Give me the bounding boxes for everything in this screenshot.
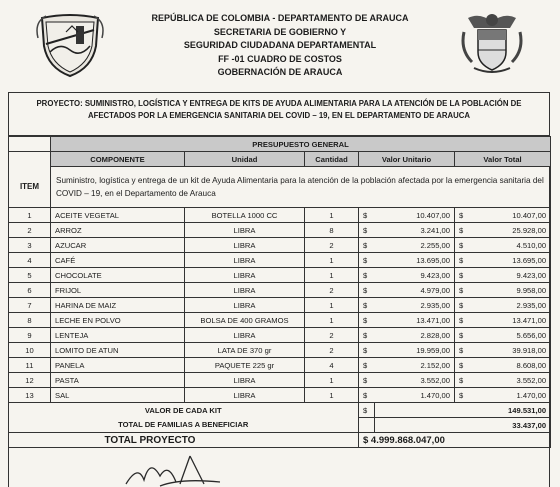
currency-sign: $ <box>359 223 375 238</box>
header-line: REPÚBLICA DE COLOMBIA - DEPARTAMENTO DE ARAUCA <box>151 13 409 23</box>
cantidad-cell: 4 <box>305 358 359 373</box>
signature-icon <box>120 454 240 487</box>
unit-value-cell: 9.423,00 <box>375 268 455 283</box>
table-row <box>9 313 551 328</box>
total-value-cell: 9.423,00 <box>471 268 551 283</box>
table-row <box>9 343 551 358</box>
currency-sign: $ <box>359 358 375 373</box>
table-row <box>9 268 551 283</box>
unit-value-cell: 10.407,00 <box>375 208 455 223</box>
item-cell: 9 <box>9 328 51 343</box>
total-project-label: TOTAL PROYECTO <box>9 433 359 448</box>
table-row <box>9 208 551 223</box>
unit-value-cell: 2.255,00 <box>375 238 455 253</box>
families-value: 33.437,00 <box>375 418 551 433</box>
item-cell: 5 <box>9 268 51 283</box>
unidad-cell: BOTELLA 1000 CC <box>185 208 305 223</box>
unidad-cell: LIBRA <box>185 268 305 283</box>
componente-cell: PANELA <box>51 358 185 373</box>
description-row <box>9 167 551 208</box>
total-value-cell: 39.918,00 <box>471 343 551 358</box>
header-line: FF -01 CUADRO DE COSTOS <box>218 53 342 64</box>
cantidad-cell: 1 <box>305 388 359 403</box>
componente-cell: ARROZ <box>51 223 185 238</box>
kit-description: Suministro, logística y entrega de un kit de Ayuda Alimentaria para la atención de la población afectada por la emergencia sanitaria del COVID – 19, en el Departamento de Arauca <box>51 167 551 208</box>
table-row <box>9 298 551 313</box>
total-value-cell: 4.510,00 <box>471 238 551 253</box>
col-cantidad: Cantidad <box>305 152 359 167</box>
unit-value-cell: 1.470,00 <box>375 388 455 403</box>
project-title: PROYECTO: SUMINISTRO, LOGÍSTICA Y ENTREGA DE KITS DE AYUDA ALIMENTARIA PARA LA ATENCIÓN DE LA POBLACIÓN DE AFECTADOS POR LA EMERGENCIA SANITARIA DEL COVID – 19, EN EL DEPARTAMENTO DE ARAUCA <box>8 92 550 136</box>
item-cell: 2 <box>9 223 51 238</box>
table-title: PRESUPUESTO GENERAL <box>51 137 551 152</box>
componente-cell: LECHE EN POLVO <box>51 313 185 328</box>
header-line: SECRETARIA DE GOBIERNO Y <box>213 26 347 37</box>
item-cell: 10 <box>9 343 51 358</box>
unidad-cell: BOLSA DE 400 GRAMOS <box>185 313 305 328</box>
summary-kit-row <box>9 403 551 418</box>
unit-value-cell: 4.979,00 <box>375 283 455 298</box>
summary-total-row <box>9 433 551 448</box>
document-header <box>0 0 560 92</box>
table-body <box>9 208 551 403</box>
item-cell: 6 <box>9 283 51 298</box>
col-valor-unitario: Valor Unitario <box>359 152 455 167</box>
currency-sign: $ <box>455 388 471 403</box>
unidad-cell: LIBRA <box>185 388 305 403</box>
table-row <box>9 328 551 343</box>
col-valor-total: Valor Total <box>455 152 551 167</box>
families-label: TOTAL DE FAMILIAS A BENEFICIAR <box>9 418 359 433</box>
currency-sign: $ <box>455 328 471 343</box>
total-value-cell: 2.935,00 <box>471 298 551 313</box>
cantidad-cell: 2 <box>305 283 359 298</box>
unit-value-cell: 19.959,00 <box>375 343 455 358</box>
table-row <box>9 283 551 298</box>
currency-sign: $ <box>455 223 471 238</box>
total-value-cell: 25.928,00 <box>471 223 551 238</box>
unidad-cell: LATA DE 370 gr <box>185 343 305 358</box>
total-value-cell: 10.407,00 <box>471 208 551 223</box>
unidad-cell: LIBRA <box>185 328 305 343</box>
total-value-cell: 8.608,00 <box>471 358 551 373</box>
componente-cell: ACEITE VEGETAL <box>51 208 185 223</box>
componente-cell: FRIJOL <box>51 283 185 298</box>
unit-value-cell: 3.552,00 <box>375 373 455 388</box>
cantidad-cell: 1 <box>305 208 359 223</box>
table-row <box>9 223 551 238</box>
componente-cell: PASTA <box>51 373 185 388</box>
currency-sign: $ <box>455 238 471 253</box>
unidad-cell: LIBRA <box>185 223 305 238</box>
unit-value-cell: 2.935,00 <box>375 298 455 313</box>
cantidad-cell: 8 <box>305 223 359 238</box>
componente-cell: LOMITO DE ATUN <box>51 343 185 358</box>
currency-sign: $ <box>359 253 375 268</box>
componente-cell: LENTEJA <box>51 328 185 343</box>
currency-sign: $ <box>455 253 471 268</box>
item-cell: 11 <box>9 358 51 373</box>
currency-sign: $ <box>455 298 471 313</box>
total-value-cell: 5.656,00 <box>471 328 551 343</box>
unidad-cell: LIBRA <box>185 253 305 268</box>
table-row <box>9 388 551 403</box>
header-line: GOBERNACIÓN DE ARAUCA <box>217 67 343 78</box>
item-cell: 13 <box>9 388 51 403</box>
table-row <box>9 373 551 388</box>
unidad-cell: PAQUETE 225 gr <box>185 358 305 373</box>
total-value-cell: 9.958,00 <box>471 283 551 298</box>
total-value-cell: 1.470,00 <box>471 388 551 403</box>
item-cell: 8 <box>9 313 51 328</box>
table-row <box>9 238 551 253</box>
currency-sign: $ <box>359 328 375 343</box>
item-cell: 7 <box>9 298 51 313</box>
total-value-cell: 13.695,00 <box>471 253 551 268</box>
kit-value-label: VALOR DE CADA KIT <box>9 403 359 418</box>
unidad-cell: LIBRA <box>185 298 305 313</box>
table-row <box>9 253 551 268</box>
col-componente: COMPONENTE <box>51 152 185 167</box>
col-item: ITEM <box>9 167 51 208</box>
total-value-cell: 3.552,00 <box>471 373 551 388</box>
currency-sign: $ <box>455 343 471 358</box>
table-row <box>9 358 551 373</box>
cantidad-cell: 2 <box>305 238 359 253</box>
unit-value-cell: 2.152,00 <box>375 358 455 373</box>
unit-value-cell: 13.471,00 <box>375 313 455 328</box>
currency-sign: $ <box>455 283 471 298</box>
unidad-cell: LIBRA <box>185 373 305 388</box>
currency-sign: $ <box>455 268 471 283</box>
cantidad-cell: 1 <box>305 298 359 313</box>
cantidad-cell: 1 <box>305 268 359 283</box>
table-header-row <box>9 152 551 167</box>
unit-value-cell: 3.241,00 <box>375 223 455 238</box>
currency-sign: $ <box>359 403 375 418</box>
currency-sign: $ <box>359 313 375 328</box>
col-unidad: Unidad <box>185 152 305 167</box>
total-value-cell: 13.471,00 <box>471 313 551 328</box>
componente-cell: CHOCOLATE <box>51 268 185 283</box>
currency-sign: $ <box>359 388 375 403</box>
currency-sign: $ <box>359 373 375 388</box>
currency-sign: $ <box>359 298 375 313</box>
table-title-row <box>9 137 551 152</box>
total-project-value: $ 4.999.868.047,00 <box>359 433 551 448</box>
currency-sign: $ <box>359 343 375 358</box>
cantidad-cell: 2 <box>305 328 359 343</box>
currency-sign: $ <box>455 358 471 373</box>
budget-table <box>8 136 551 448</box>
cantidad-cell: 1 <box>305 313 359 328</box>
item-cell: 1 <box>9 208 51 223</box>
arauca-coat-of-arms-icon <box>36 12 104 78</box>
unidad-cell: LIBRA <box>185 283 305 298</box>
unit-value-cell: 2.828,00 <box>375 328 455 343</box>
cantidad-cell: 1 <box>305 373 359 388</box>
summary-families-row <box>9 418 551 433</box>
componente-cell: SAL <box>51 388 185 403</box>
componente-cell: AZUCAR <box>51 238 185 253</box>
cantidad-cell: 2 <box>305 343 359 358</box>
currency-sign: $ <box>455 313 471 328</box>
currency-sign: $ <box>359 283 375 298</box>
currency-sign: $ <box>359 238 375 253</box>
currency-sign: $ <box>455 208 471 223</box>
currency-sign: $ <box>359 268 375 283</box>
item-cell: 3 <box>9 238 51 253</box>
unidad-cell: LIBRA <box>185 238 305 253</box>
item-cell: 12 <box>9 373 51 388</box>
currency-sign: $ <box>455 373 471 388</box>
header-text <box>120 12 440 80</box>
unit-value-cell: 13.695,00 <box>375 253 455 268</box>
kit-value: 149.531,00 <box>375 403 551 418</box>
currency-sign: $ <box>359 208 375 223</box>
colombia-coat-of-arms-icon <box>460 10 524 76</box>
componente-cell: HARINA DE MAIZ <box>51 298 185 313</box>
cantidad-cell: 1 <box>305 253 359 268</box>
item-cell: 4 <box>9 253 51 268</box>
header-line: SEGURIDAD CIUDADANA DEPARTAMENTAL <box>183 40 377 51</box>
componente-cell: CAFÉ <box>51 253 185 268</box>
